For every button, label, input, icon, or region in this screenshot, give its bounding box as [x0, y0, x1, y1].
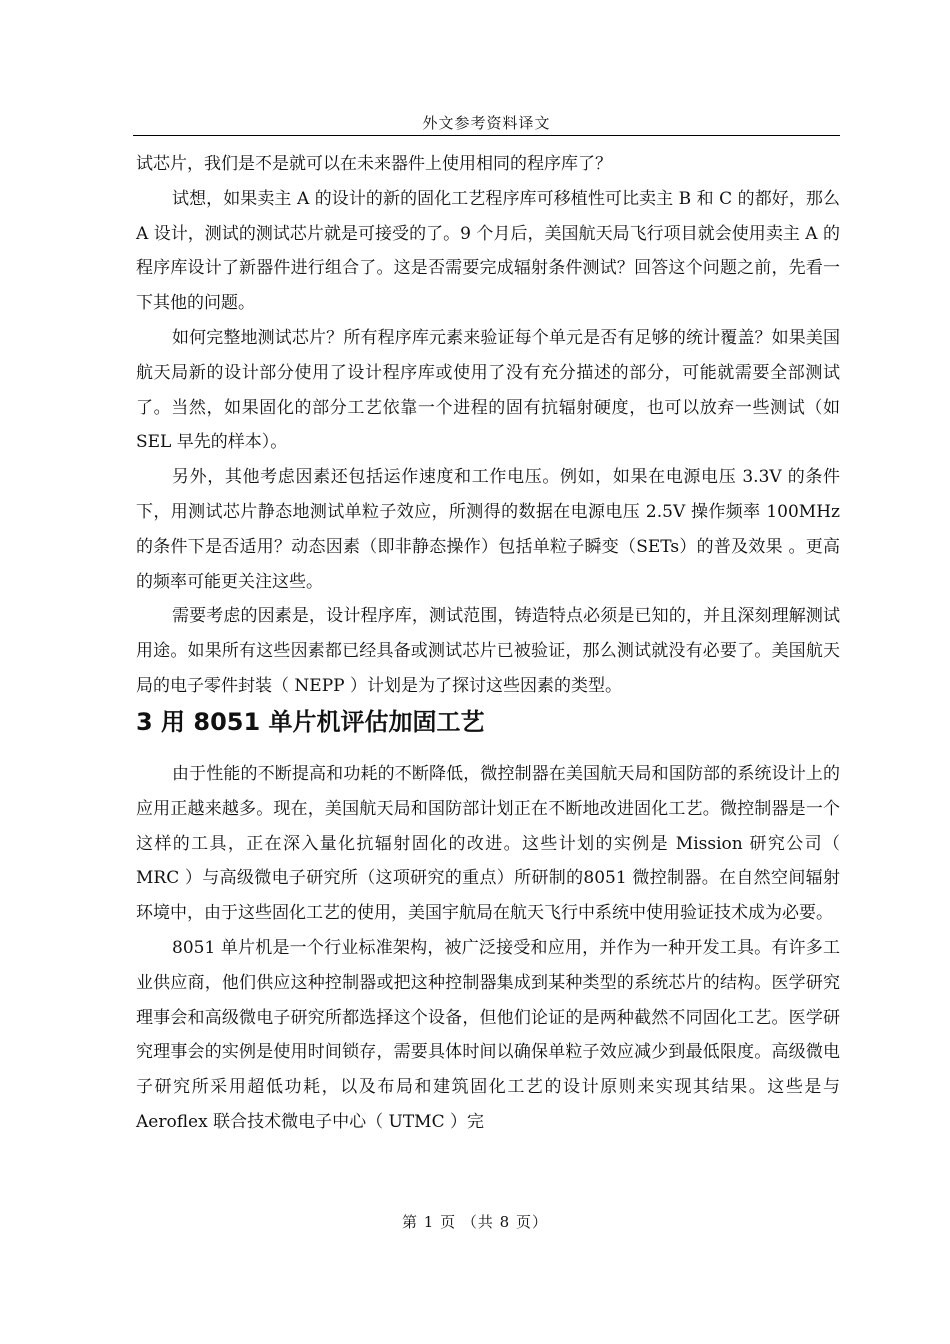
paragraph: 如何完整地测试芯片？所有程序库元素来验证每个单元是否有足够的统计覆盖？如果美国航天局新的设计部分使用了设计程序库或使用了没有充分描述的部分，可能就需要全部测试了。当然，如果固化的部分工艺依靠一个进程的固有抗辐射硬度，也可以放弃一些测试（如 SEL 早先的样本）。: [136, 327, 840, 453]
header-divider: [133, 135, 840, 136]
section-heading: 3 用 8051 单片机评估加固工艺: [136, 708, 485, 736]
paragraph-continuation: 试芯片，我们是不是就可以在未来器件上使用相同的程序库了？: [136, 154, 612, 174]
page-header-title: 外文参考资料译文: [422, 114, 551, 132]
paragraph: 另外，其他考虑因素还包括运作速度和工作电压。例如，如果在电源电压 3.3V 的条件下，用测试芯片静态地测试单粒子效应，所测得的数据在电源电压 2.5V 操作频率 100MHz 的条件下是否适用？动态因素（即非静态操作）包括单粒子瞬变（SETs）的普及效果 。更高的频率可能更关注这些。: [136, 467, 840, 592]
paragraph: 8051 单片机是一个行业标准架构，被广泛接受和应用，并作为一种开发工具。有许多工业供应商，他们供应这种控制器或把这种控制器集成到某种类型的系统芯片的结构。医学研究理事会和高级微电子研究所都选择这个设备，但他们论证的是两种截然不同固化工艺。医学研究理事会的实例是使用时间锁存，需要具体时间以确保单粒子效应减少到最低限度。高级微电子研究所采用超低功耗，以及布局和建筑固化工艺的设计原则来实现其结果。这些是与 Aeroflex 联合技术微电子中心（ UTMC ）完: [136, 937, 840, 1132]
paragraph: 试想，如果卖主 A 的设计的新的固化工艺程序库可移植性可比卖主 B 和 C 的都好，那么 A 设计，测试的测试芯片就是可接受的了。9 个月后，美国航天局飞行项目就会使用卖主 A 的程序库设计了新器件进行组合了。这是否需要完成辐射条件测试？回答这个问题之前，先看一下其他的问题。: [136, 188, 840, 314]
body-text-block-1: [136, 147, 840, 704]
paragraph: 由于性能的不断提高和功耗的不断降低，微控制器在美国航天局和国防部的系统设计上的应用正越来越多。现在，美国航天局和国防部计划正在不断地改进固化工艺。微控制器是一个这样的工具，正在深入量化抗辐射固化的改进。这些计划的实例是 Mission 研究公司（ MRC ）与高级微电子研究所（这项研究的重点）所研制的8051 微控制器。在自然空间辐射环境中，由于这些固化工艺的使用，美国宇航局在航天飞行中系统中使用验证技术成为必要。: [136, 764, 840, 924]
body-text-block-2: [136, 757, 840, 1140]
page-number-footer: 第 1 页 （共 8 页）: [402, 1213, 548, 1231]
paragraph: 需要考虑的因素是，设计程序库，测试范围，铸造特点必须是已知的，并且深刻理解测试用途。如果所有这些因素都已经具备或测试芯片已被验证，那么测试就没有必要了。美国航天局的电子零件封装（ NEPP ）计划是为了探讨这些因素的类型。: [136, 606, 840, 696]
